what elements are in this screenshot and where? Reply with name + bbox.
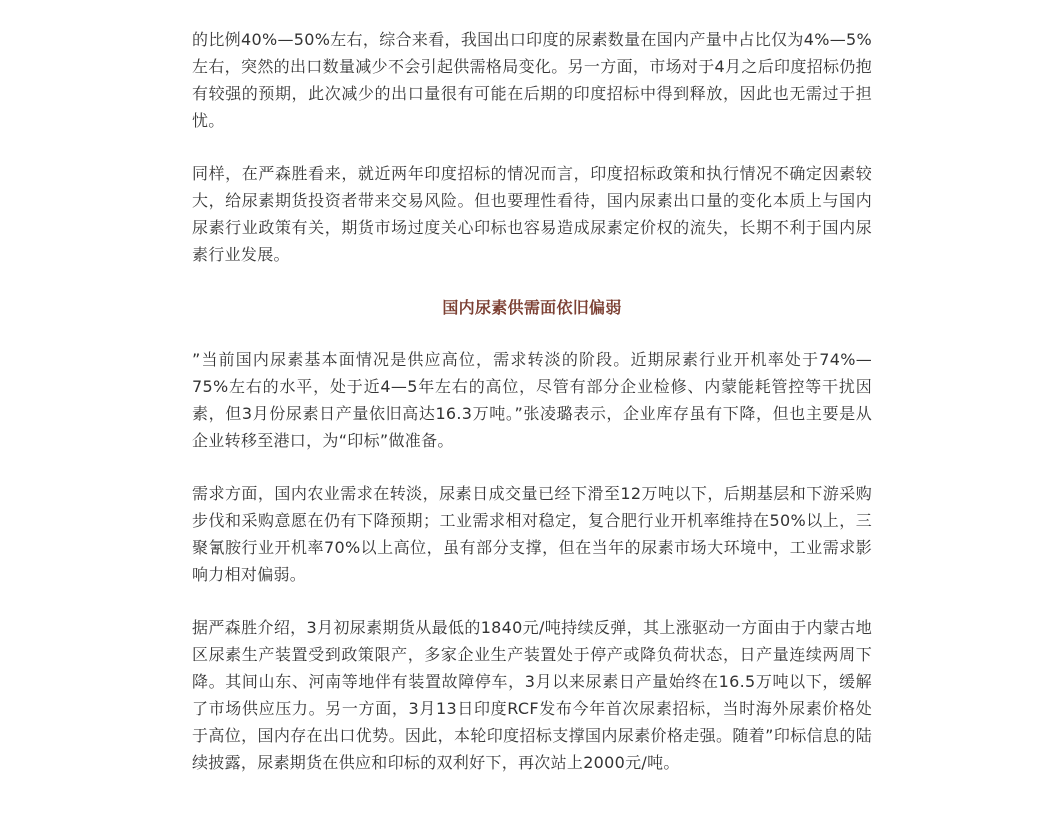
paragraph-price-rebound: 据严森胜介绍，3月初尿素期货从最低的1840元/吨持续反弹，其上涨驱动一方面由于内蒙古地区尿素生产装置受到政策限产，多家企业生产装置处于停产或降负荷状态，日产量连续两周下降。其间山东、河南等地伴有装置故障停车，3月以来尿素日产量始终在16.5万吨以下，缓解了市场供应压力。另一方面，3月13日印度RCF发布今年首次尿素招标，当时海外尿素价格处于高位，国内存在出口优势。因此，本轮印度招标支撑国内尿素价格走强。随着”印标信息的陆续披露，尿素期货在供应和印标的双利好下，再次站上2000元/吨。 [192, 618, 872, 772]
paragraph-export-ratio: 的比例40%—50%左右，综合来看，我国出口印度的尿素数量在国内产量中占比仅为4%—5%左右，突然的出口数量减少不会引起供需格局变化。另一方面，市场对于4月之后印度招标仍抱有较强的预期，此次减少的出口量很有可能在后期的印度招标中得到释放，因此也无需过于担忧。 [192, 30, 872, 130]
section-heading: 国内尿素供需面依旧偏弱 [442, 298, 622, 317]
paragraph-demand-side: 需求方面，国内农业需求在转淡，尿素日成交量已经下滑至12万吨以下，后期基层和下游采购步伐和采购意愿在仍有下降预期；工业需求相对稳定，复合肥行业开机率维持在50%以上，三聚氰胺行业开机率70%以上高位，虽有部分支撑，但在当年的尿素市场大环境中，工业需求影响力相对偏弱。 [192, 484, 872, 584]
article-body [192, 26, 872, 802]
paragraph-supply-status: ”当前国内尿素基本面情况是供应高位，需求转淡的阶段。近期尿素行业开机率处于74%—75%左右的水平，处于近4—5年左右的高位，尽管有部分企业检修、内蒙能耗管控等干扰因素，但3月份尿素日产量依旧高达16.3万吨。”张凌璐表示，企业库存虽有下降，但也主要是从企业转移至港口，为“印标”做准备。 [192, 350, 872, 450]
paragraph-yan-sensheng-view: 同样，在严森胜看来，就近两年印度招标的情况而言，印度招标政策和执行情况不确定因素较大，给尿素期货投资者带来交易风险。但也要理性看待，国内尿素出口量的变化本质上与国内尿素行业政策有关，期货市场过度关心印标也容易造成尿素定价权的流失，长期不利于国内尿素行业发展。 [192, 164, 872, 264]
